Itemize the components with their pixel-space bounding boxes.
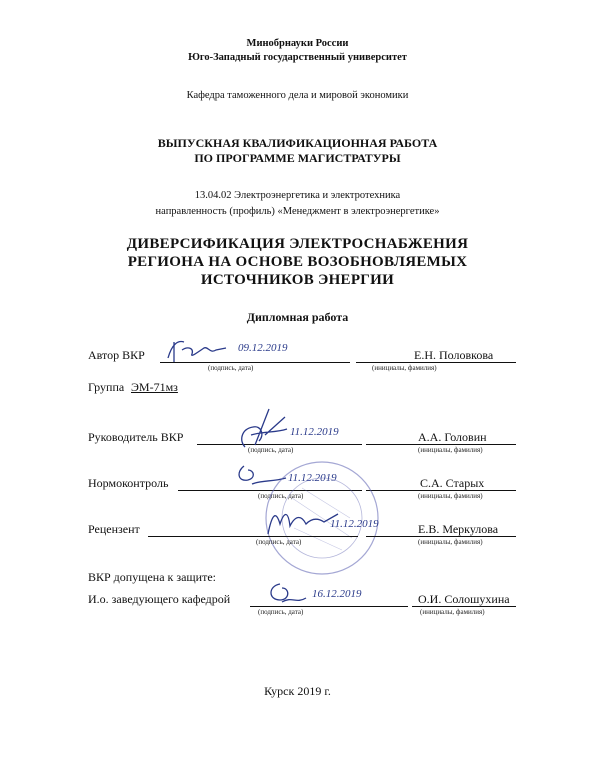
admitted-label: ВКР допущена к защите: xyxy=(88,570,216,584)
university: Юго-Западный государственный университет xyxy=(188,52,407,63)
reviewer-name: Е.В. Меркулова xyxy=(418,522,499,536)
work-type-line1: ВЫПУСКНАЯ КВАЛИФИКАЦИОННАЯ РАБОТА xyxy=(157,136,438,150)
program-code: 13.04.02 Электроэнергетика и электротехника xyxy=(194,190,401,201)
supervisor-date: 11.12.2019 xyxy=(290,426,339,438)
author-signature xyxy=(164,336,234,366)
department: Кафедра таможенного дела и мировой экономики xyxy=(186,90,409,101)
head-date: 16.12.2019 xyxy=(312,588,362,600)
reviewer-label: Рецензент xyxy=(88,522,140,536)
normcontrol-sig-caption: (подпись, дата) xyxy=(258,492,304,500)
author-label: Автор ВКР xyxy=(88,348,145,362)
head-label: И.о. заведующего кафедрой xyxy=(88,592,231,606)
head-signature xyxy=(262,578,312,612)
supervisor-sig-caption: (подпись, дата) xyxy=(248,446,294,454)
title-line3: ИСТОЧНИКОВ ЭНЕРГИИ xyxy=(200,272,395,288)
program-profile: направленность (профиль) «Менеджмент в электроэнергетике» xyxy=(155,206,440,217)
group-label: Группа xyxy=(88,380,125,394)
ministry: Минобрнауки России xyxy=(246,38,349,49)
author-name-caption: (инициалы, фамилия) xyxy=(372,364,437,372)
work-type-line2: ПО ПРОГРАММЕ МАГИСТРАТУРЫ xyxy=(194,151,401,165)
supervisor-name-caption: (инициалы, фамилия) xyxy=(418,446,483,454)
author-name: Е.Н. Половкова xyxy=(414,348,494,362)
group-value: ЭМ-71мз xyxy=(131,380,178,394)
normcontrol-date: 11.12.2019 xyxy=(288,472,337,484)
head-sig-caption: (подпись, дата) xyxy=(258,608,304,616)
author-sig-caption: (подпись, дата) xyxy=(208,364,254,372)
subtitle: Дипломная работа xyxy=(246,310,349,324)
city-year: Курск 2019 г. xyxy=(264,684,331,698)
head-name-caption: (инициалы, фамилия) xyxy=(420,608,485,616)
head-name: О.И. Солошухина xyxy=(418,592,510,606)
normcontrol-name: С.А. Старых xyxy=(420,476,485,490)
normcontrol-name-caption: (инициалы, фамилия) xyxy=(418,492,483,500)
title-line2: РЕГИОНА НА ОСНОВЕ ВОЗОБНОВЛЯЕМЫХ xyxy=(127,254,468,270)
normcontrol-label: Нормоконтроль xyxy=(88,476,169,490)
author-date: 09.12.2019 xyxy=(238,342,288,354)
reviewer-date: 11.12.2019 xyxy=(330,518,379,530)
supervisor-label: Руководитель ВКР xyxy=(88,430,184,444)
title-line1: ДИВЕРСИФИКАЦИЯ ЭЛЕКТРОСНАБЖЕНИЯ xyxy=(126,236,469,252)
reviewer-name-caption: (инициалы, фамилия) xyxy=(418,538,483,546)
reviewer-sig-caption: (подпись, дата) xyxy=(256,538,302,546)
supervisor-name: А.А. Головин xyxy=(418,430,487,444)
